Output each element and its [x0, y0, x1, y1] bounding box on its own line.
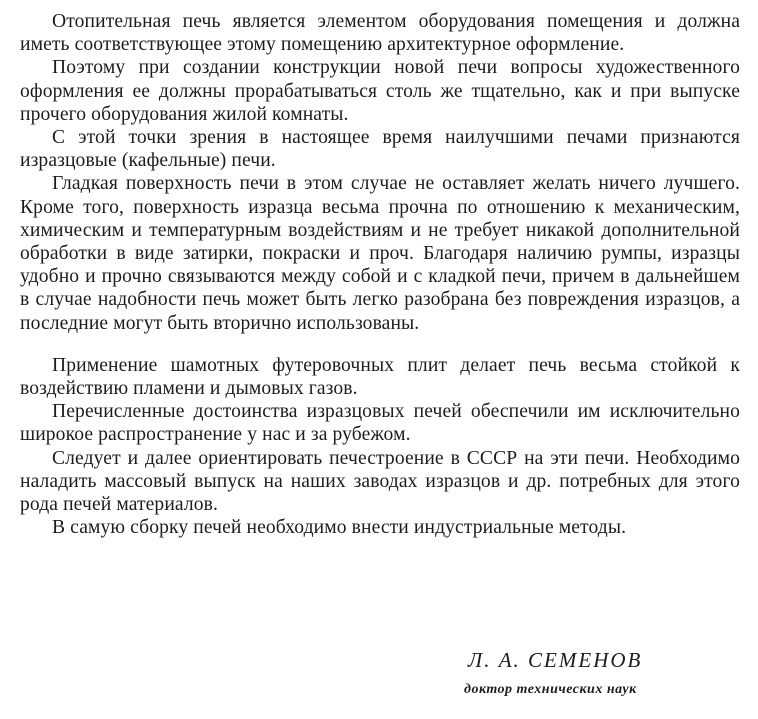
author-title: доктор технических наук	[464, 682, 637, 697]
paragraph-4: Гладкая поверхность печи в этом случае не оставляет желать ничего лучшего. Кроме того, поверхность изразца весьма прочна по отношению к механическим, химическим и температурным воздействиям и не требует никакой дополнительной обработки в виде затирки, покраски и проч. Благодаря наличию румпы, изразцы удобно и прочно связываются между собой и с кладкой печи, причем в дальнейшем в случае надобности печь может быть легко разобрана без повреждения изразцов, а последние могут быть вторично использованы.	[20, 173, 740, 334]
paragraph-3: С этой точки зрения в настоящее время наилучшими печами признаются изразцовые (кафельные) печи.	[20, 127, 740, 172]
paragraph-7: Следует и далее ориентировать печестроение в СССР на эти печи. Необходимо наладить массовый выпуск на наших заводах изразцов и др. потребных для этого рода печей материалов.	[20, 447, 740, 516]
paragraph-1: Отопительная печь является элементом оборудования помещения и должна иметь соответствующее этому помещению архитектурное оформление.	[20, 11, 740, 56]
paragraph-8: В самую сборку печей необходимо внести индустриальные методы.	[52, 517, 627, 539]
paragraph-6: Перечисленные достоинства изразцовых печей обеспечили им исключительно широкое распространение у нас и за рубежом.	[20, 401, 740, 446]
author-name: Л. А. СЕМЕНОВ	[468, 648, 643, 672]
document-body	[20, 10, 740, 539]
section-gap	[20, 335, 740, 354]
paragraph-2: Поэтому при создании конструкции новой печи вопросы художественного оформления ее должны прорабатываться столь же тщательно, как и при выпуске прочего оборудования жилой комнаты.	[20, 57, 740, 125]
paragraph-5: Применение шамотных футеровочных плит делает печь весьма стойкой к воздействию пламени и дымовых газов.	[20, 354, 740, 400]
